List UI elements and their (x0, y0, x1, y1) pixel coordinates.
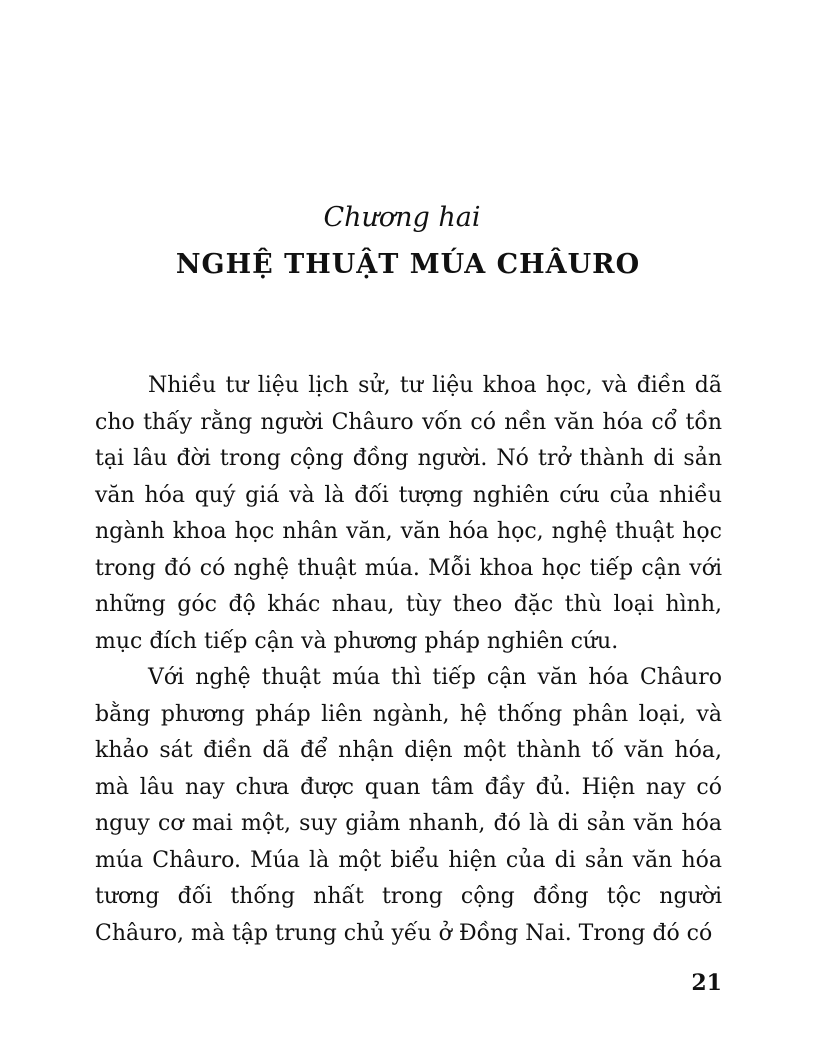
paragraph-2: Với nghệ thuật múa thì tiếp cận văn hóa Châuro bằng phương pháp liên ngành, hệ thống phân loại, và khảo sát điền dã để nhận diện một thành tố văn hóa, mà lâu nay chưa được quan tâm đầy đủ. Hiện nay có nguy cơ mai một, suy giảm nhanh, đó là di sản văn hóa múa Châuro. Múa là một biểu hiện của di sản văn hóa tương đối thống nhất trong cộng đồng tộc người Châuro, mà tập trung chủ yếu ở Đồng Nai. Trong đó có (95, 665, 722, 946)
body-text (95, 368, 722, 952)
page-number: 21 (691, 970, 722, 996)
paragraph-1: Nhiều tư liệu lịch sử, tư liệu khoa học, và điền dã cho thấy rằng người Châuro vốn có nền văn hóa cổ tồn tại lâu đời trong cộng đồng người. Nó trở thành di sản văn hóa quý giá và là đối tượng nghiên cứu của nhiều ngành khoa học nhân văn, văn hóa học, nghệ thuật học trong đó có nghệ thuật múa. Mỗi khoa học tiếp cận với những góc độ khác nhau, tùy theo đặc thù loại hình, mục đích tiếp cận và phương pháp nghiên cứu. (95, 373, 722, 654)
chapter-label: Chương hai (323, 202, 481, 233)
chapter-title: NGHỆ THUẬT MÚA CHÂURO (175, 249, 641, 280)
